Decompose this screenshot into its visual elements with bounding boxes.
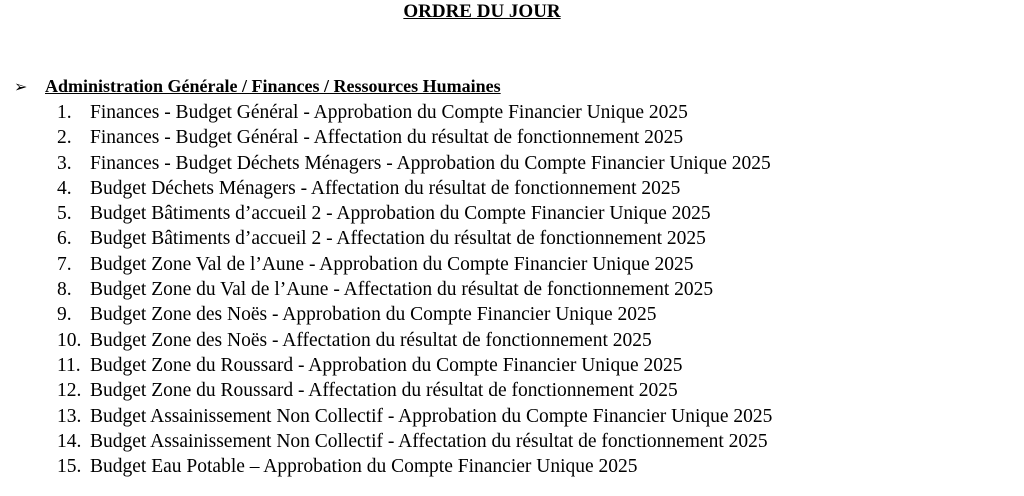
item-number: 4. bbox=[57, 177, 72, 199]
item-text: Budget Zone Val de l’Aune - Approbation du Compte Financier Unique 2025 bbox=[90, 253, 694, 275]
item-number: 14. bbox=[57, 430, 82, 452]
item-text: Finances - Budget Déchets Ménagers - Approbation du Compte Financier Unique 2025 bbox=[90, 152, 771, 174]
item-text: Budget Bâtiments d’accueil 2 - Approbation du Compte Financier Unique 2025 bbox=[90, 203, 711, 225]
agenda-item bbox=[57, 100, 772, 125]
item-number: 13. bbox=[57, 405, 82, 427]
item-text: Budget Assainissement Non Collectif - Approbation du Compte Financier Unique 2025 bbox=[90, 405, 773, 427]
item-number: 10. bbox=[57, 329, 82, 351]
agenda-item bbox=[57, 252, 772, 277]
agenda-item bbox=[57, 176, 772, 201]
agenda-item bbox=[57, 404, 772, 429]
agenda-item bbox=[57, 353, 772, 378]
item-number: 3. bbox=[57, 152, 72, 174]
section-title: Administration Générale / Finances / Ressources Humaines bbox=[45, 76, 501, 96]
item-text: Budget Zone des Noës - Approbation du Compte Financier Unique 2025 bbox=[90, 304, 657, 326]
item-text: Budget Eau Potable – Approbation du Compte Financier Unique 2025 bbox=[90, 456, 638, 478]
agenda-item bbox=[57, 277, 772, 302]
item-text: Budget Zone des Noës - Affectation du résultat de fonctionnement 2025 bbox=[90, 329, 652, 351]
agenda-item bbox=[57, 302, 772, 327]
agenda-item bbox=[57, 151, 772, 176]
item-number: 2. bbox=[57, 127, 72, 149]
page-title: ORDRE DU JOUR bbox=[403, 1, 561, 22]
agenda-item bbox=[57, 454, 772, 479]
agenda-item bbox=[57, 328, 772, 353]
item-number: 15. bbox=[57, 456, 82, 478]
item-text: Budget Bâtiments d’accueil 2 - Affectation du résultat de fonctionnement 2025 bbox=[90, 228, 706, 250]
item-number: 1. bbox=[57, 102, 72, 123]
item-text: Budget Zone du Val de l’Aune - Affectation du résultat de fonctionnement 2025 bbox=[90, 279, 714, 301]
item-number: 12. bbox=[57, 380, 82, 402]
agenda-item bbox=[57, 226, 772, 251]
item-text: Budget Zone du Roussard - Approbation du Compte Financier Unique 2025 bbox=[90, 354, 683, 376]
item-number: 11. bbox=[57, 354, 81, 376]
item-number: 5. bbox=[57, 203, 72, 225]
item-text: Budget Zone du Roussard - Affectation du résultat de fonctionnement 2025 bbox=[90, 380, 678, 402]
item-text: Finances - Budget Général - Approbation du Compte Financier Unique 2025 bbox=[90, 102, 688, 123]
section-heading bbox=[14, 74, 501, 99]
item-number: 8. bbox=[57, 279, 72, 301]
agenda-item bbox=[57, 378, 772, 403]
agenda-list bbox=[57, 100, 772, 479]
agenda-item bbox=[57, 201, 772, 226]
item-text: Budget Assainissement Non Collectif - Affectation du résultat de fonctionnement 2025 bbox=[90, 430, 768, 452]
arrow-bullet-icon: ➢ bbox=[14, 77, 28, 96]
item-text: Finances - Budget Général - Affectation du résultat de fonctionnement 2025 bbox=[90, 127, 684, 149]
agenda-item bbox=[57, 125, 772, 150]
agenda-item bbox=[57, 429, 772, 454]
item-number: 6. bbox=[57, 228, 72, 250]
item-number: 9. bbox=[57, 304, 72, 326]
item-number: 7. bbox=[57, 253, 72, 275]
item-text: Budget Déchets Ménagers - Affectation du résultat de fonctionnement 2025 bbox=[90, 177, 681, 199]
